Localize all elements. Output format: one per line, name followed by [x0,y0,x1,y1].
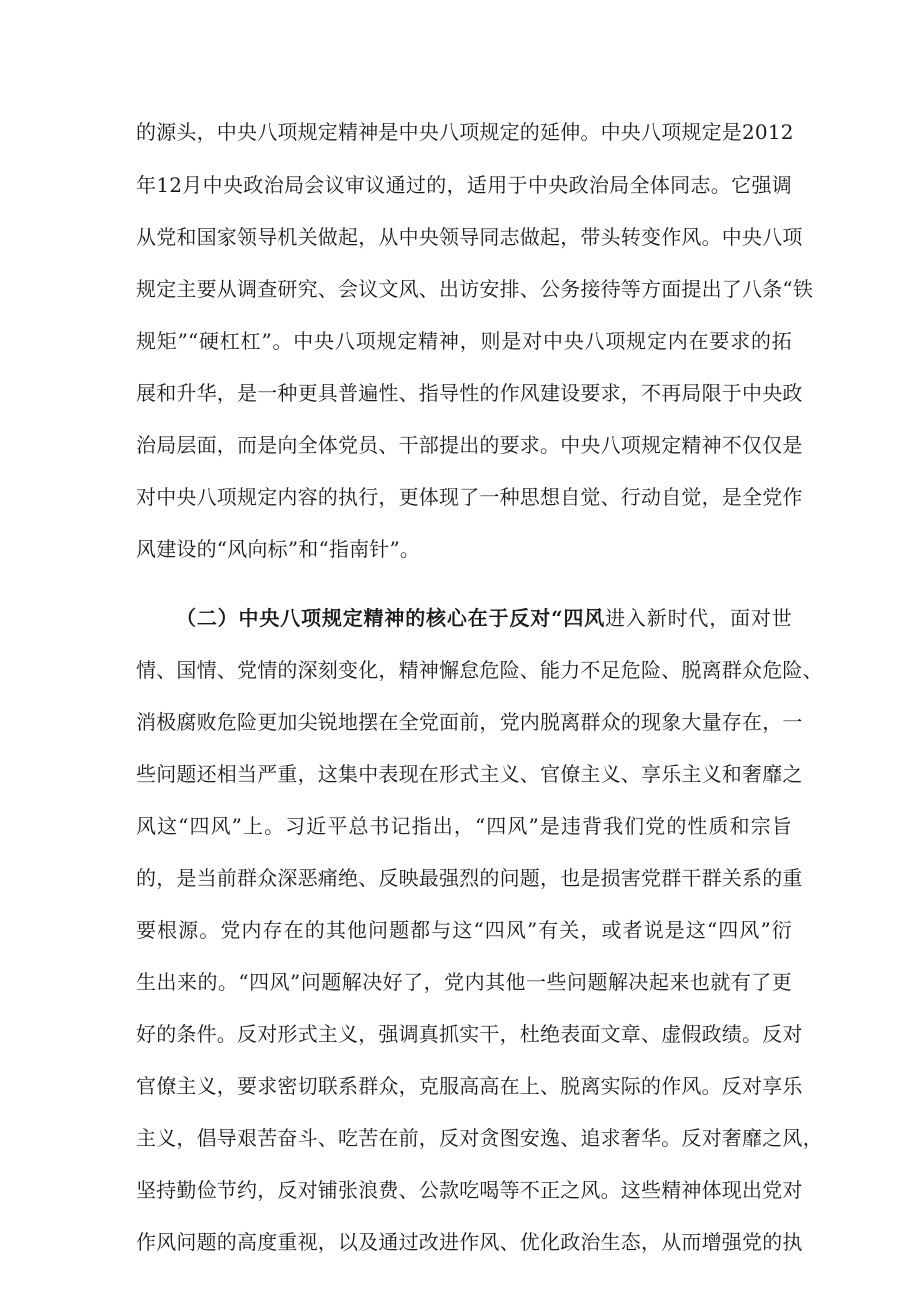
text-line: 情、国情、党情的深刻变化，精神懈怠危险、能力不足危险、脱离群众危险、 [136,658,823,682]
text-line: 好的条件。反对形式主义，强调真抓实干，杜绝表面文章、虚假政绩。反对 [136,1022,803,1046]
text-line: 消极腐败危险更加尖锐地摆在全党面前，党内脱离群众的现象大量存在，一 [136,710,803,734]
section-heading: （二）中央八项规定精神的核心在于反对“四风 [176,606,606,630]
text-line: 对中央八项规定内容的执行，更体现了一种思想自觉、行动自觉，是全党作 [136,485,803,509]
text-line: 坚持勤俭节约，反对铺张浪费、公款吃喝等不正之风。这些精神体现出党对 [136,1178,803,1202]
text-line: 官僚主义，要求密切联系群众，克服高高在上、脱离实际的作风。反对享乐 [136,1074,803,1098]
text-line: 的源头，中央八项规定精神是中央八项规定的延伸。中央八项规定是2012 [136,120,794,144]
text-line: 从党和国家领导机关做起，从中央领导同志做起，带头转变作风。中央八项 [136,225,803,249]
text-line: 年12月中央政治局会议审议通过的，适用于中央政治局全体同志。它强调 [136,173,792,197]
text-line: 要根源。党内存在的其他问题都与这“四风”有关，或者说是这“四风”衍 [136,918,792,942]
text-line: 展和升华，是一种更具普遍性、指导性的作风建设要求，不再局限于中央政 [136,381,803,405]
text-line: 规矩”“硬杠杠”。中央八项规定精神，则是对中央八项规定内在要求的拓 [136,329,792,353]
section-heading-line [176,603,792,633]
text-line: 生出来的。“四风”问题解决好了，党内其他一些问题解决起来也就有了更 [136,970,792,994]
text-line: 规定主要从调查研究、会议文风、出访安排、公务接待等方面提出了八条“铁 [136,277,814,301]
text-line: 的，是当前群众深恶痛绝、反映最强烈的问题，也是损害党群干群关系的重 [136,866,803,890]
text-line: 主义，倡导艰苦奋斗、吃苦在前，反对贪图安逸、追求奢华。反对奢靡之风， [136,1126,823,1150]
heading-line-rest: 进入新时代，面对世 [605,606,792,630]
text-line: 风建设的“风向标”和“指南针”。 [136,537,421,561]
text-line: 治局层面，而是向全体党员、干部提出的要求。中央八项规定精神不仅仅是 [136,433,803,457]
text-line: 风这“四风”上。习近平总书记指出，“四风”是违背我们党的性质和宗旨 [136,814,792,838]
text-line: 作风问题的高度重视，以及通过改进作风、优化政治生态，从而增强党的执 [136,1230,803,1254]
text-line: 些问题还相当严重，这集中表现在形式主义、官僚主义、享乐主义和奢靡之 [136,762,803,786]
